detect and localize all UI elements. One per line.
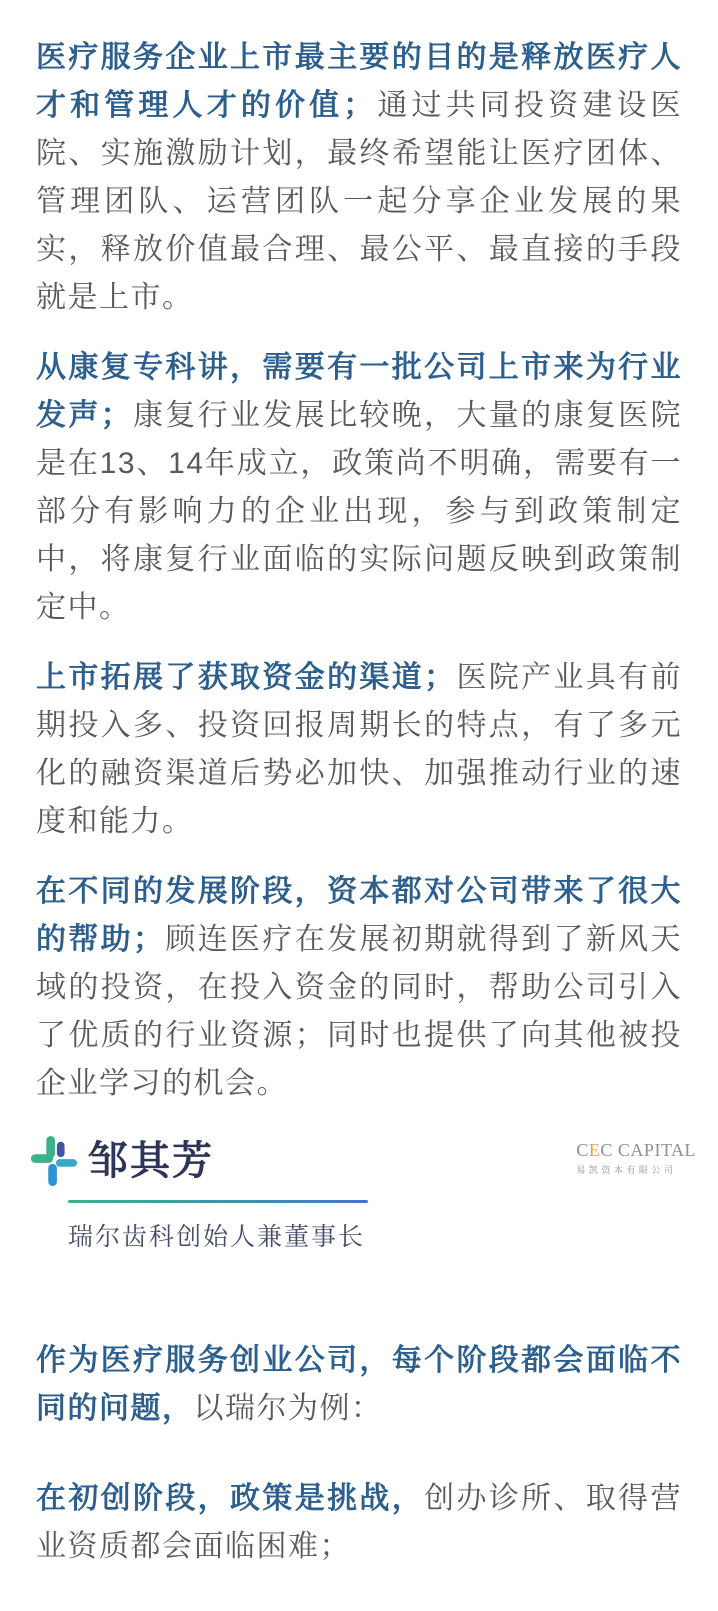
medical-cross-icon: [30, 1134, 78, 1188]
logo-letters-rest: C CAPITAL: [600, 1140, 696, 1160]
cec-capital-chinese-name: 易凯资本有限公司: [576, 1165, 677, 1175]
paragraph-3-body: 医院产业具有前期投入多、投资回报周期长的特点，有了多元化的融资渠道后势必加快、加强推动行业的速度和能力。: [36, 661, 683, 838]
paragraph-6-lead: 在初创阶段，政策是挑战，: [36, 1482, 425, 1515]
paragraph-2-lead: 从康复专科讲，需要有一批公司上市来为行业发声；: [36, 351, 682, 432]
paragraph-3: [36, 654, 682, 846]
paragraph-6: [36, 1475, 682, 1571]
paragraph-1-lead: 医疗服务企业上市最主要的目的是释放医疗人才和管理人才的价值；: [36, 41, 682, 122]
logo-letter-c: C: [576, 1140, 589, 1160]
paragraph-2-body: 康复行业发展比较晚，大量的康复医院是在13、14年成立，政策尚不明确，需要有一部分有影响力的企业出现，参与到政策制定中，将康复行业面临的实际问题反映到政策制定中。: [36, 399, 683, 624]
logo-letter-e-accent: E: [588, 1140, 601, 1160]
speaker-section: [36, 1134, 696, 1253]
paragraph-4: [36, 868, 682, 1108]
paragraph-5: [36, 1337, 682, 1433]
speaker-name-group: [36, 1134, 214, 1188]
cec-capital-logo: [576, 1140, 696, 1176]
paragraph-5-lead: 作为医疗服务创业公司，每个阶段都会面临不同的问题，: [36, 1344, 682, 1425]
paragraph-3-lead: 上市拓展了获取资金的渠道；: [36, 661, 456, 694]
gradient-divider: [68, 1200, 368, 1203]
paragraph-5-body: 以瑞尔为例：: [193, 1392, 383, 1425]
cec-capital-wordmark: [576, 1140, 696, 1161]
paragraph-1-body: 通过共同投资建设医院、实施激励计划，最终希望能让医疗团体、管理团队、运营团队一起分享企业发展的果实，释放价值最合理、最公平、最直接的手段就是上市。: [36, 89, 682, 314]
paragraph-2: [36, 344, 682, 632]
paragraph-4-body: 顾连医疗在发展初期就得到了新风天域的投资，在投入资金的同时，帮助公司引入了优质的行业资源；同时也提供了向其他被投企业学习的机会。: [36, 923, 683, 1100]
paragraph-6-body: 创办诊所、取得营业资质都会面临困难；: [36, 1482, 683, 1563]
speaker-title: 瑞尔齿科创始人兼董事长: [68, 1223, 366, 1251]
paragraph-4-lead: 在不同的发展阶段，资本都对公司带来了很大的帮助；: [36, 875, 682, 956]
speaker-name: 邹其芳: [88, 1139, 214, 1183]
speaker-header-row: [36, 1134, 696, 1188]
paragraph-1: [36, 34, 682, 322]
